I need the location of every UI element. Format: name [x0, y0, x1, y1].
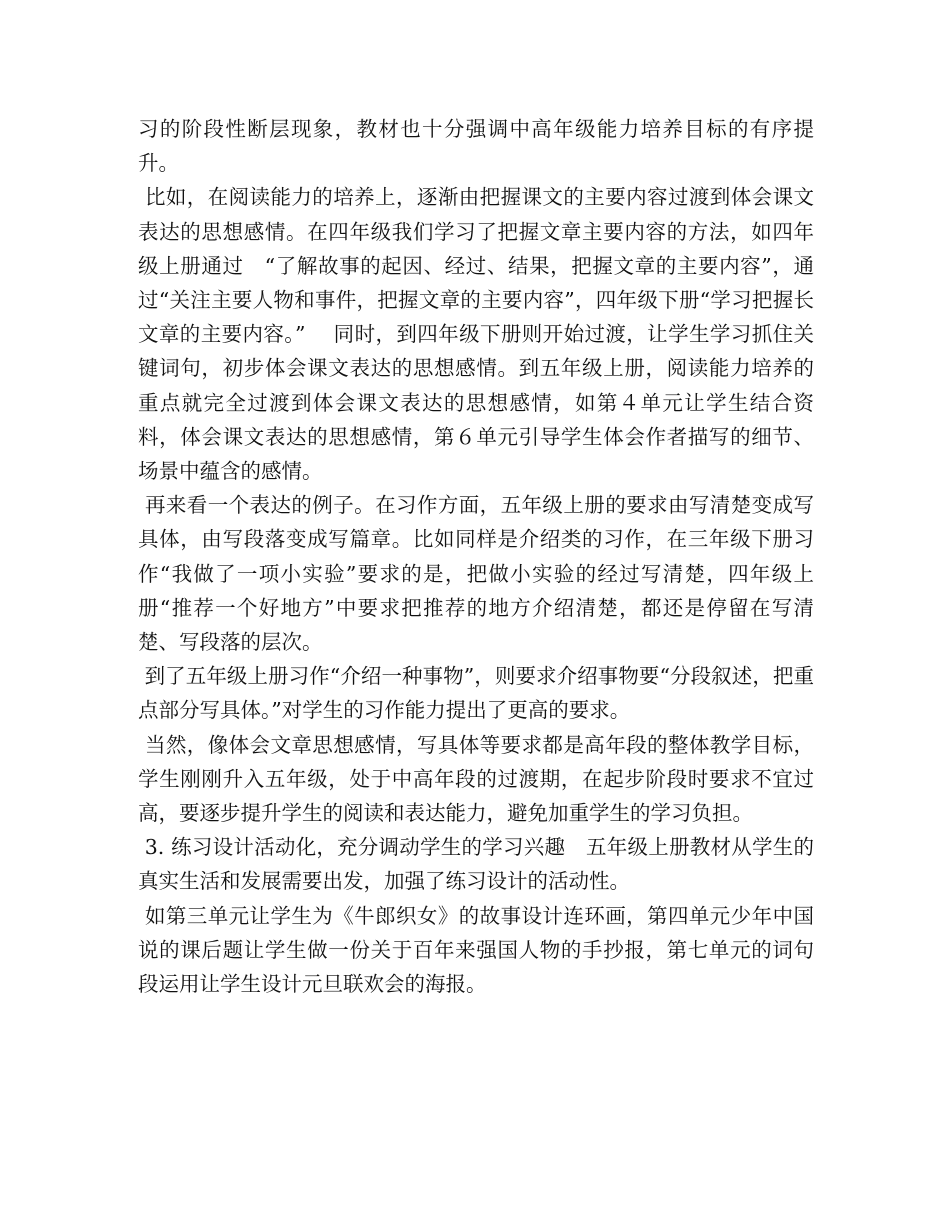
paragraph-continuation: 习的阶段性断层现象，教材也十分强调中高年级能力培养目标的有序提升。	[138, 117, 814, 176]
paragraph-expression-example: 再来看一个表达的例子。在习作方面，五年级上册的要求由写清楚变成写具体，由写段落变成写篇章。比如同样是介绍类的习作，在三年级下册习作“我做了一项小实验”要求的是，把做小实验的经过写清楚，四年级上册“推荐一个好地方”中要求把推荐的地方介绍清楚，都还是停留在写清楚、写段落的层次。	[138, 493, 814, 655]
paragraph-teaching-goals: 当然，像体会文章思想感情，写具体等要求都是高年段的整体教学目标，学生刚刚升入五年级，处于中高年段的过渡期，在起步阶段时要求不宜过高，要逐步提升学生的阅读和表达能力，避免加重学生的学习负担。	[138, 732, 814, 826]
paragraph-section-3: 3. 练习设计活动化，充分调动学生的学习兴趣 五年级上册教材从学生的真实生活和发展需要出发，加强了练习设计的活动性。	[138, 835, 814, 894]
paragraph-reading-ability: 比如，在阅读能力的培养上，逐渐由把握课文的主要内容过渡到体会课文表达的思想感情。在四年级我们学习了把握文章主要内容的方法，如四年级上册通过 “了解故事的起因、经过、结果，把握文章的主要内容”，通过“关注主要人物和事件，把握文章的主要内容”，四年级下册“学习把握长文章的主要内容。” 同时，到四年级下册则开始过渡，让学生学习抓住关键词句，初步体会课文表达的思想感情。到五年级上册，阅读能力培养的重点就完全过渡到体会课文表达的思想感情，如第４单元让学生结合资料，体会课文表达的思想感情，第６单元引导学生体会作者描写的细节、场景中蕴含的感情。	[138, 185, 814, 484]
paragraph-grade5-writing: 到了五年级上册习作“介绍一种事物”，则要求介绍事物要“分段叙述，把重点部分写具体。”对学生的习作能力提出了更高的要求。	[138, 664, 814, 723]
paragraph-activity-examples: 如第三单元让学生为《牛郎织女》的故事设计连环画，第四单元少年中国说的课后题让学生做一份关于百年来强国人物的手抄报，第七单元的词句段运用让学生设计元旦联欢会的海报。	[138, 903, 814, 997]
document-body	[138, 112, 814, 1001]
